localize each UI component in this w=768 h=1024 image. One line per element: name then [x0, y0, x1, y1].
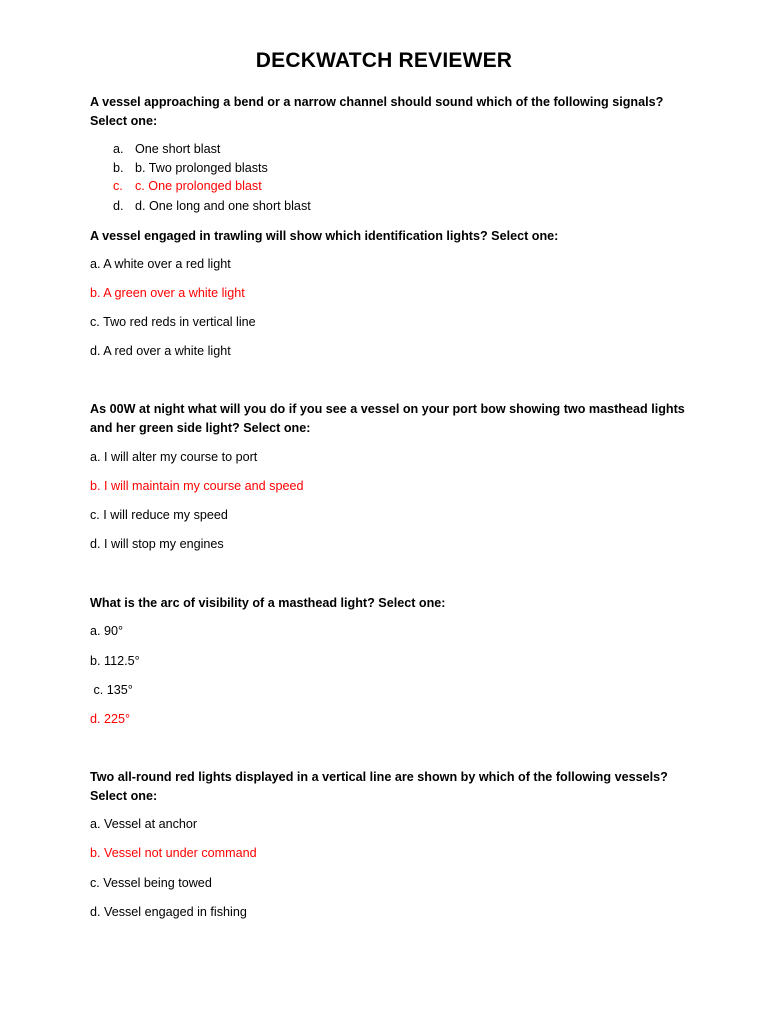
- question-4-option-a: a. 90°: [90, 624, 124, 638]
- question-4-text: What is the arc of visibility of a masthead light? Select one:: [90, 596, 446, 610]
- option-text: c. One prolonged blast: [135, 179, 262, 193]
- option-marker: d.: [113, 199, 124, 213]
- question-4-option-b: b. 112.5°: [90, 654, 140, 668]
- question-3-option-c: c. I will reduce my speed: [90, 508, 228, 522]
- option-marker: a.: [113, 142, 124, 156]
- question-5-text: Two all-round red lights displayed in a vertical line are shown by which of the following vessels? Select one:: [90, 770, 668, 803]
- option-marker: b.: [113, 161, 124, 175]
- question-3-option-a: a. I will alter my course to port: [90, 450, 258, 464]
- question-4-option-c: c. 135°: [90, 683, 133, 697]
- question-3-option-b-correct: b. I will maintain my course and speed: [90, 479, 304, 493]
- question-2-option-c: c. Two red reds in vertical line: [90, 315, 256, 329]
- option-text: d. One long and one short blast: [135, 199, 311, 213]
- option-text: One short blast: [135, 142, 221, 156]
- question-5-option-d: d. Vessel engaged in fishing: [90, 905, 247, 919]
- question-2-text: A vessel engaged in trawling will show which identification lights? Select one:: [90, 229, 559, 243]
- question-5-option-a: a. Vessel at anchor: [90, 817, 198, 831]
- question-4-option-d-correct: d. 225°: [90, 712, 131, 726]
- option-marker: c.: [113, 179, 123, 193]
- question-2-option-d: d. A red over a white light: [90, 344, 231, 358]
- question-5-option-c: c. Vessel being towed: [90, 876, 212, 890]
- question-2-option-a: a. A white over a red light: [90, 257, 231, 271]
- option-text: b. Two prolonged blasts: [135, 161, 268, 175]
- question-1-text: A vessel approaching a bend or a narrow channel should sound which of the following signals? Select one:: [90, 95, 664, 128]
- question-2-option-b-correct: b. A green over a white light: [90, 286, 245, 300]
- question-5-option-b-correct: b. Vessel not under command: [90, 846, 257, 860]
- question-3-text: As 00W at night what will you do if you see a vessel on your port bow showing two masthead lights and her green side light? Select one:: [90, 402, 685, 435]
- page-title: DECKWATCH REVIEWER: [255, 49, 513, 72]
- question-3-option-d: d. I will stop my engines: [90, 537, 224, 551]
